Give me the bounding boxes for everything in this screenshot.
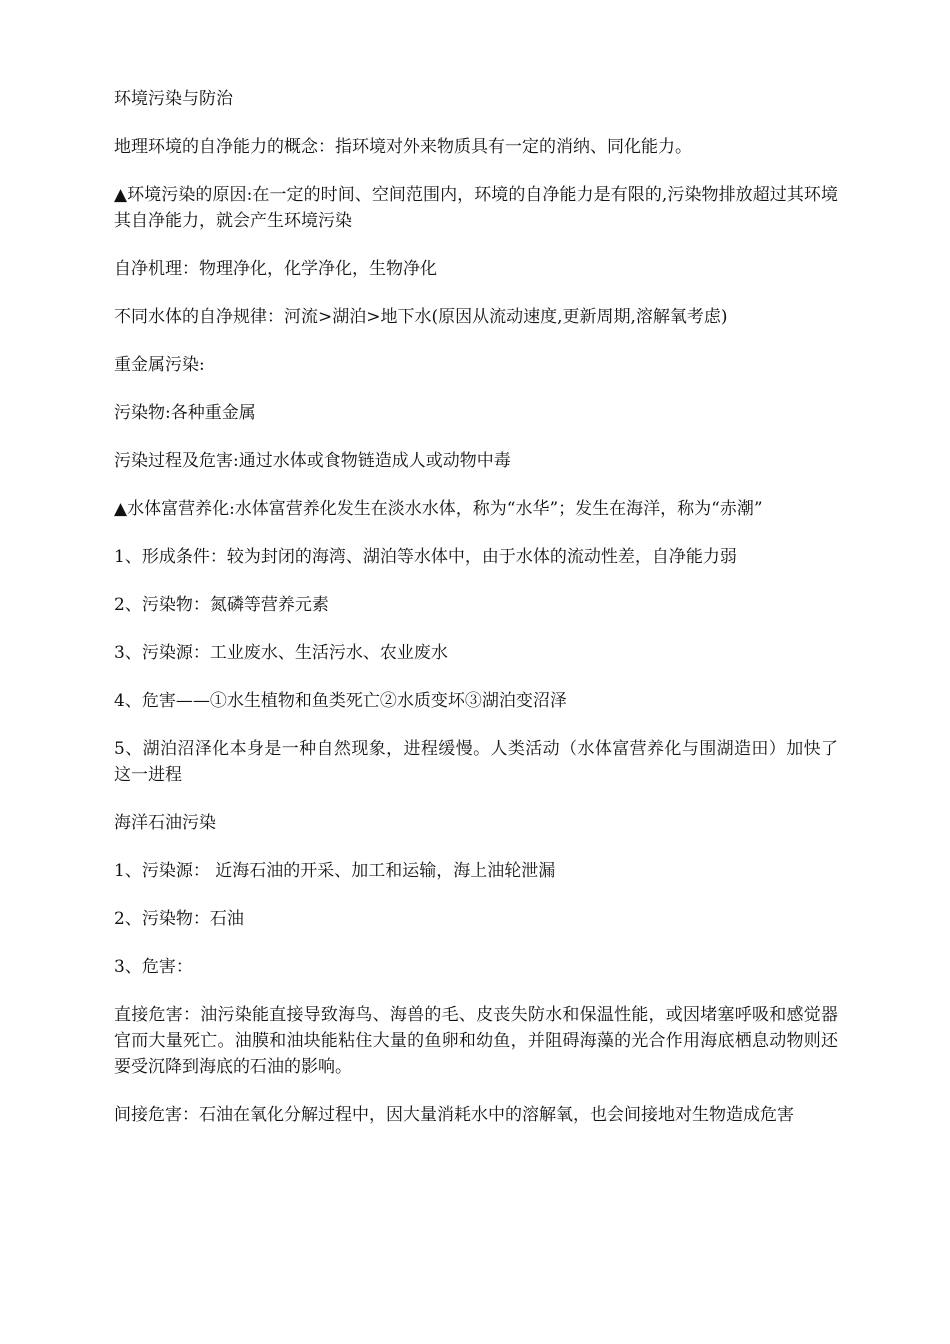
paragraph-direct-harm: 直接危害：油污染能直接导致海鸟、海兽的毛、皮丧失防水和保温性能，或因堵塞呼吸和感觉器官而大量死亡。油膜和油块能粘住大量的鱼卵和幼鱼，并阻碍海藻的光合作用海底栖息动物则还要受沉降到海底的石油的影响。 (114, 1005, 838, 1077)
heading-heavy-metal-pollution: 重金属污染: (114, 355, 205, 375)
list-item-oil-pollution-source: 1、污染源： 近海石油的开采、加工和运输，海上油轮泄漏 (114, 861, 556, 881)
paragraph-indirect-harm: 间接危害：石油在氧化分解过程中，因大量消耗水中的溶解氧，也会间接地对生物造成危害 (114, 1105, 794, 1125)
paragraph-pollution-cause: ▲环境污染的原因:在一定的时间、空间范围内，环境的自净能力是有限的,污染物排放超过其环境其自净能力，就会产生环境污染 (114, 185, 838, 231)
list-item-pollution-sources: 3、污染源：工业废水、生活污水、农业废水 (114, 643, 448, 663)
list-item-harms: 4、危害——①水生植物和鱼类死亡②水质变坏③湖泊变沼泽 (114, 691, 567, 711)
paragraph-heavy-metal-pollutants: 污染物:各种重金属 (114, 403, 256, 423)
list-item-pollutants: 2、污染物：氮磷等营养元素 (114, 595, 329, 615)
list-item-swamp-formation: 5、湖泊沼泽化本身是一种自然现象，进程缓慢。人类活动（水体富营养化与围湖造田）加快了这一进程 (114, 739, 838, 785)
paragraph-eutrophication: ▲水体富营养化:水体富营养化发生在淡水水体，称为“水华”；发生在海洋，称为“赤潮” (114, 499, 763, 519)
heading-marine-oil-pollution: 海洋石油污染 (114, 813, 216, 833)
list-item-oil-pollutant: 2、污染物：石油 (114, 909, 244, 929)
document-title: 环境污染与防治 (114, 89, 233, 109)
list-item-oil-harm-heading: 3、危害： (114, 957, 193, 977)
paragraph-water-purification-rule: 不同水体的自净规律：河流>湖泊>地下水(原因从流动速度,更新周期,溶解氧考虑) (114, 307, 728, 327)
list-item-formation-conditions: 1、形成条件：较为封闭的海湾、湖泊等水体中，由于水体的流动性差，自净能力弱 (114, 547, 737, 567)
document-body (114, 86, 838, 1150)
paragraph-self-purification-concept: 地理环境的自净能力的概念：指环境对外来物质具有一定的消纳、同化能力。 (114, 137, 692, 157)
paragraph-purification-mechanism: 自净机理：物理净化，化学净化，生物净化 (114, 259, 437, 279)
paragraph-heavy-metal-harm: 污染过程及危害:通过水体或食物链造成人或动物中毒 (114, 451, 511, 471)
